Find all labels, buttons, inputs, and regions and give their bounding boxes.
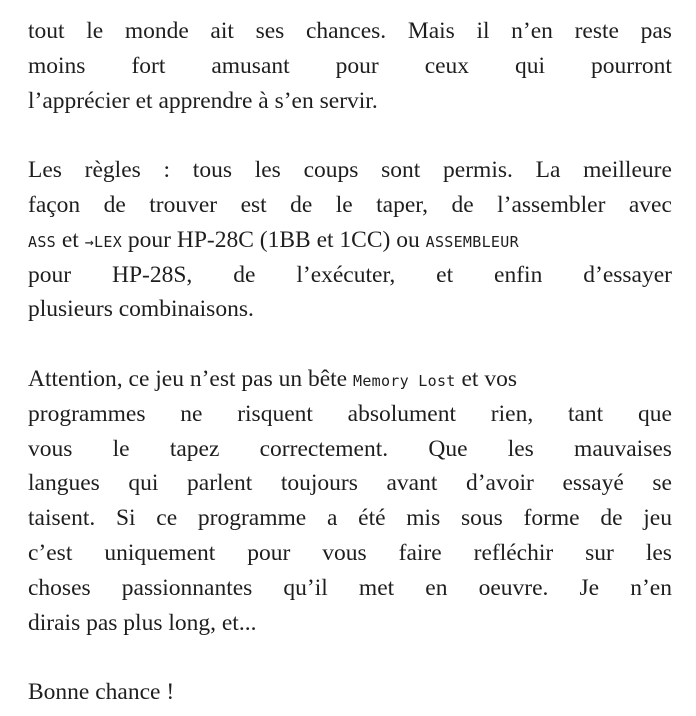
word: taper, <box>376 191 429 218</box>
text-line <box>28 501 672 536</box>
word: que <box>637 400 672 427</box>
word: forme <box>523 505 580 532</box>
paragraph-rules <box>28 153 672 327</box>
word: pourront <box>591 52 672 79</box>
word: permis. <box>443 157 513 184</box>
text-line: Bonne chance ! <box>28 679 175 706</box>
word: règles <box>84 157 141 184</box>
word: Que <box>428 435 468 462</box>
word: meilleure <box>583 157 672 184</box>
word: Je <box>579 574 600 601</box>
word: refléchir <box>473 539 554 566</box>
word: n’en <box>630 574 672 601</box>
word: le <box>86 18 104 44</box>
word: parlent <box>187 470 253 497</box>
paragraph-gap <box>28 640 672 675</box>
text-line <box>28 362 672 397</box>
word: en <box>425 574 448 601</box>
word: programme <box>197 505 307 532</box>
word: risquent <box>237 400 313 427</box>
word: langues <box>28 470 100 497</box>
word: faire <box>398 539 442 566</box>
word: ne <box>180 400 203 427</box>
text-fragment: et vos <box>455 365 517 392</box>
word: l’exécuter, <box>296 261 396 288</box>
word: rien, <box>490 400 534 427</box>
word: tapez <box>169 435 220 462</box>
word: toujours <box>280 470 358 497</box>
word: de <box>451 191 474 218</box>
word: il <box>476 18 490 44</box>
word: pour <box>335 52 379 79</box>
word: n’en <box>511 18 553 44</box>
word: coups <box>303 157 359 184</box>
word: reste <box>574 18 619 44</box>
text-line <box>28 223 672 258</box>
text-line <box>28 153 672 188</box>
word: met <box>358 574 395 601</box>
word: de <box>233 261 256 288</box>
word: essayé <box>562 470 624 497</box>
word: tout <box>28 18 65 44</box>
word: a <box>326 505 338 532</box>
text-fragment: Attention, ce jeu n’est pas un bête <box>28 365 353 392</box>
word: ses <box>255 18 285 44</box>
word: qu’il <box>283 574 328 601</box>
word: été <box>358 505 386 532</box>
word: de <box>290 191 313 218</box>
paragraph-gap <box>28 118 672 153</box>
word: Mais <box>407 18 455 44</box>
word: est <box>240 191 267 218</box>
word: le <box>112 435 130 462</box>
text-line: dirais pas plus long, et... <box>28 609 257 636</box>
word: pas <box>640 18 672 44</box>
word: uniquement <box>104 539 216 566</box>
word: : <box>163 157 171 184</box>
word: sur <box>585 539 614 566</box>
word: avant <box>386 470 438 497</box>
paragraph-intro <box>28 14 672 118</box>
command-assembleur: ASSEMBLEUR <box>425 232 519 251</box>
word: l’assembler <box>497 191 606 218</box>
word: taisent. <box>28 505 96 532</box>
word: d’avoir <box>465 470 534 497</box>
paragraph-gap <box>28 327 672 362</box>
text-line <box>28 466 672 501</box>
word: qui <box>515 52 546 79</box>
word: pour <box>28 261 72 288</box>
word: mis <box>406 505 441 532</box>
text-line <box>28 571 672 606</box>
text-fragment: pour HP-28C (1BB et 1CC) ou <box>122 226 426 253</box>
word: programmes <box>28 400 146 427</box>
word: pour <box>247 539 291 566</box>
word: vous <box>322 539 367 566</box>
word: ceux <box>424 52 470 79</box>
word: trouver <box>149 191 218 218</box>
text-fragment: et <box>56 226 85 253</box>
word: choses <box>28 574 91 601</box>
paragraph-warning <box>28 362 672 640</box>
word: ait <box>210 18 234 44</box>
text-line <box>28 536 672 571</box>
command-to-lex: →LEX <box>84 232 123 251</box>
word: avec <box>628 191 672 218</box>
word: fort <box>131 52 166 79</box>
word: oeuvre. <box>478 574 549 601</box>
command-memory-lost: Memory Lost <box>352 371 456 390</box>
text-line: l’apprécier et apprendre à s’en servir. <box>28 87 378 114</box>
word: c’est <box>28 539 73 566</box>
word: absolument <box>347 400 457 427</box>
word: vous <box>28 435 73 462</box>
word: passionnantes <box>121 574 253 601</box>
text-line <box>28 397 672 432</box>
word: Si <box>115 505 136 532</box>
word: qui <box>128 470 159 497</box>
word: amusant <box>211 52 290 79</box>
command-ass: ASS <box>28 232 56 251</box>
word: les <box>645 539 672 566</box>
word: tous <box>192 157 232 184</box>
word: se <box>652 470 672 497</box>
word: et <box>436 261 454 288</box>
text-line <box>28 432 672 467</box>
paragraph-closing <box>28 675 672 710</box>
word: les <box>254 157 281 184</box>
document-page <box>28 14 672 710</box>
word: enfin <box>494 261 543 288</box>
text-line <box>28 258 672 293</box>
text-line <box>28 49 672 84</box>
word: moins <box>28 52 86 79</box>
word: les <box>507 435 534 462</box>
word: de <box>103 191 126 218</box>
word: le <box>335 191 353 218</box>
word: jeu <box>643 505 672 532</box>
text-line <box>28 188 672 223</box>
word: mauvaises <box>574 435 672 462</box>
word: tant <box>567 400 604 427</box>
word: Les <box>28 157 62 184</box>
word: monde <box>124 18 189 44</box>
word: ce <box>156 505 178 532</box>
word: sont <box>381 157 421 184</box>
word: sous <box>460 505 503 532</box>
word: façon <box>28 191 81 218</box>
word: correctement. <box>259 435 389 462</box>
text-line: plusieurs combinaisons. <box>28 296 254 323</box>
word: d’essayer <box>583 261 672 288</box>
word: La <box>535 157 561 184</box>
word: de <box>600 505 623 532</box>
text-line <box>28 14 672 49</box>
word: HP-28S, <box>112 261 193 288</box>
word: chances. <box>305 18 387 44</box>
